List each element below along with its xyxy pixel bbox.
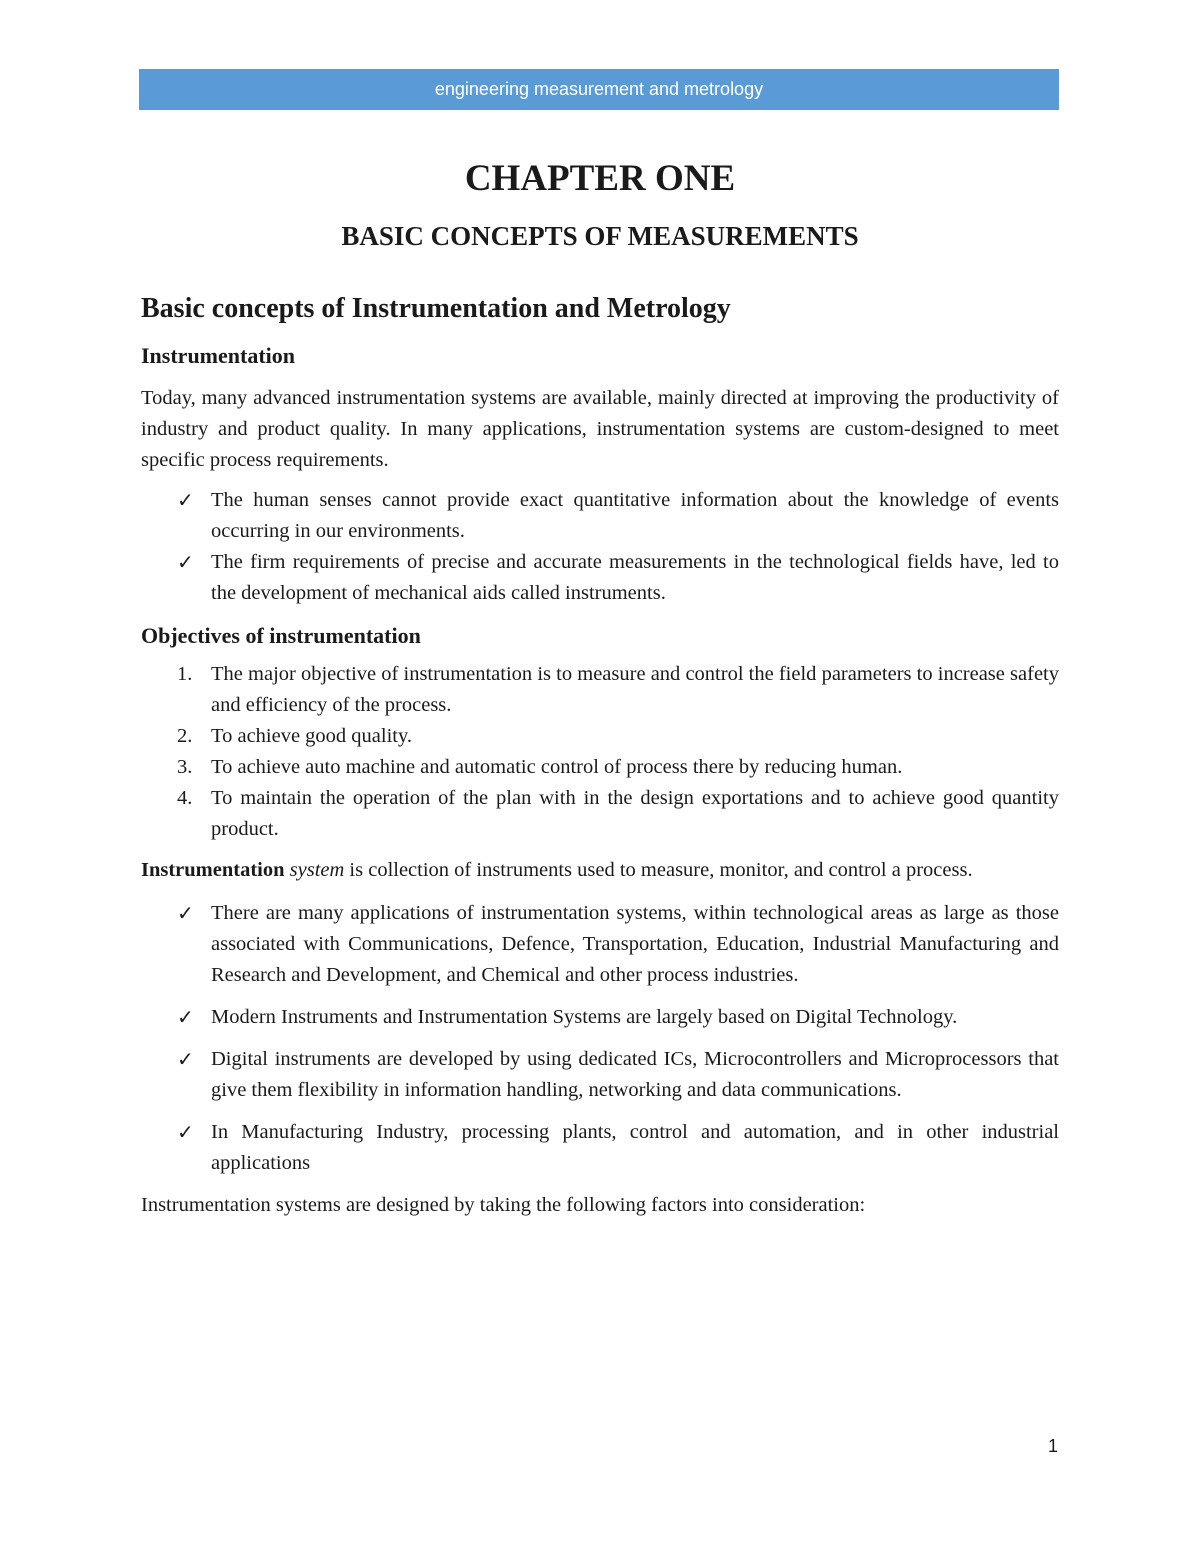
checkmark-icon: ✓ <box>177 1120 194 1144</box>
list-item-text: To maintain the operation of the plan with in the design exportations and to achieve good quantity product. <box>211 787 1059 840</box>
instrumentation-heading: Instrumentation <box>141 343 296 368</box>
running-header <box>139 69 1059 110</box>
list-item-text: In Manufacturing Industry, processing plants, control and automation, and in other industrial applications <box>211 1121 1059 1174</box>
objectives-list <box>141 659 1059 845</box>
system-definition-text: is collection of instruments used to measure, monitor, and control a process. <box>349 859 973 881</box>
objectives-heading: Objectives of instrumentation <box>141 623 421 648</box>
list-item-text: To achieve auto machine and automatic control of process there by reducing human. <box>211 756 903 778</box>
list-item <box>141 1044 1059 1106</box>
list-item <box>141 485 1059 547</box>
list-item <box>141 659 1059 721</box>
list-number: 2. <box>177 725 193 747</box>
list-item <box>141 752 1059 783</box>
list-item-text: Digital instruments are developed by using dedicated ICs, Microcontrollers and Microprocessors that give them flexibility in information handling, networking and data communications. <box>211 1048 1059 1101</box>
list-item-text: Modern Instruments and Instrumentation Systems are largely based on Digital Technology. <box>211 1006 958 1028</box>
page-content <box>141 150 1059 1221</box>
chapter-subtitle: BASIC CONCEPTS OF MEASUREMENTS <box>341 221 859 251</box>
list-item-text: To achieve good quality. <box>211 725 413 747</box>
checkmark-icon: ✓ <box>177 1047 194 1071</box>
list-item-text: There are many applications of instrumentation systems, within technological areas as large as those associated with Communications, Defence, Transportation, Education, Industrial Manufacturing and Research and Development, and Chemical and other process industries. <box>211 902 1059 986</box>
list-item <box>141 898 1059 991</box>
system-definition-emphasis: system <box>289 859 345 881</box>
closing-paragraph: Instrumentation systems are designed by taking the following factors into consideration: <box>141 1194 866 1216</box>
checkmark-icon: ✓ <box>177 488 194 512</box>
list-item-text: The major objective of instrumentation is to measure and control the field parameters to increase safety and efficiency of the process. <box>211 663 1059 716</box>
list-item-text: The human senses cannot provide exact quantitative information about the knowledge of events occurring in our environments. <box>211 489 1059 542</box>
bullet-list-1 <box>141 485 1059 609</box>
list-item <box>141 783 1059 845</box>
list-item <box>141 1002 1059 1033</box>
bullet-list-2 <box>141 898 1059 1179</box>
list-item-text: The firm requirements of precise and accurate measurements in the technological fields have, led to the development of mechanical aids called instruments. <box>211 551 1059 604</box>
section-heading: Basic concepts of Instrumentation and Metrology <box>141 293 731 324</box>
system-definition-term: Instrumentation <box>141 859 285 881</box>
list-item <box>141 1117 1059 1179</box>
list-number: 1. <box>177 663 193 685</box>
page-number: 1 <box>1047 1436 1058 1456</box>
checkmark-icon: ✓ <box>177 550 194 574</box>
running-header-title: engineering measurement and metrology <box>434 79 764 99</box>
system-definition <box>141 855 1059 886</box>
checkmark-icon: ✓ <box>177 901 194 925</box>
chapter-title: CHAPTER ONE <box>464 158 736 199</box>
list-number: 4. <box>177 787 193 809</box>
list-item <box>141 721 1059 752</box>
list-item <box>141 547 1059 609</box>
list-number: 3. <box>177 756 193 778</box>
intro-paragraph: Today, many advanced instrumentation systems are available, mainly directed at improving the productivity of industry and product quality. In many applications, instrumentation systems are custom-designed to meet specific process requirements. <box>141 387 1059 471</box>
checkmark-icon: ✓ <box>177 1005 194 1029</box>
